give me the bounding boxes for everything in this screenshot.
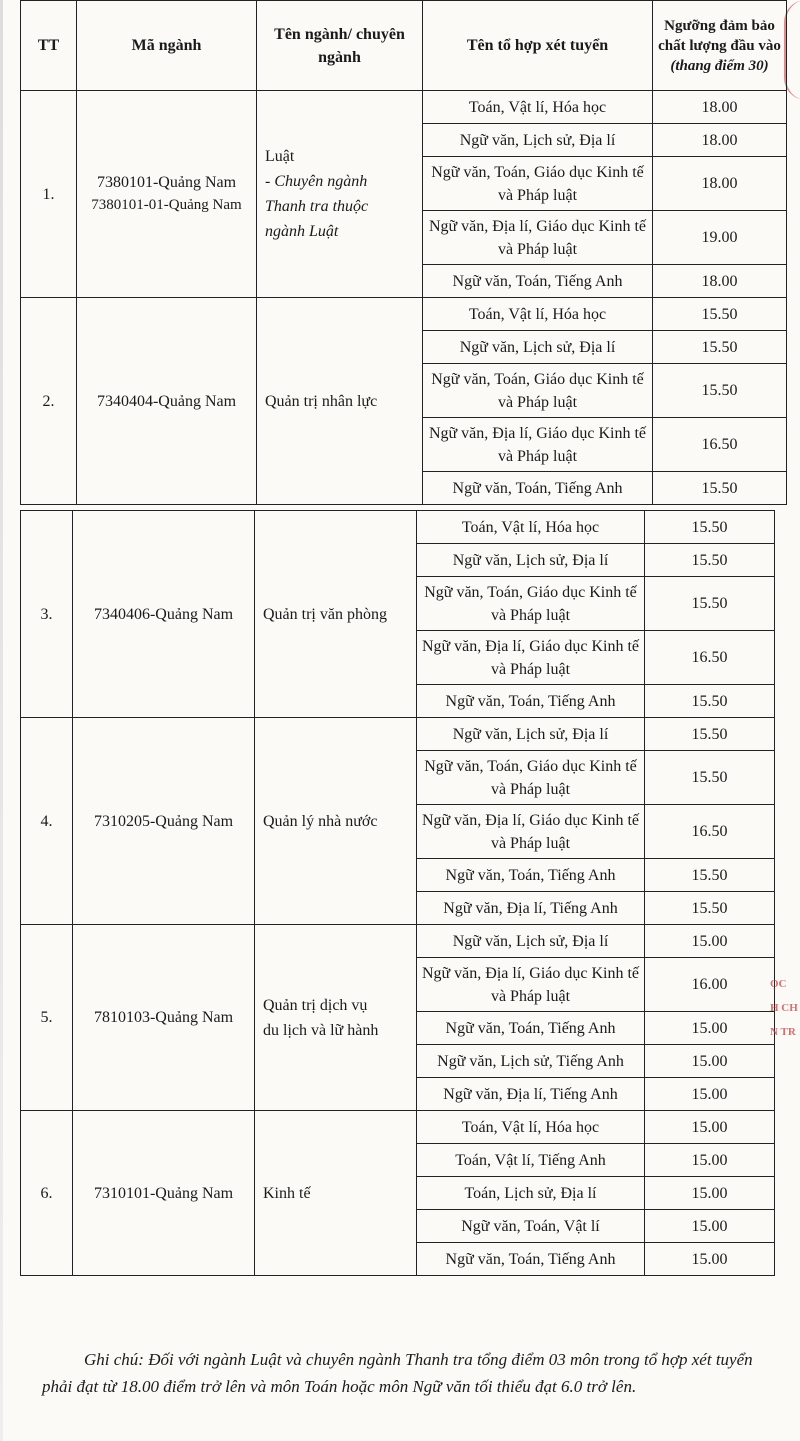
major-code-cell (77, 298, 257, 505)
threshold-score: 16.50 (645, 805, 775, 859)
header-combo: Tên tổ hợp xét tuyển (423, 1, 653, 91)
subject-combination: Ngữ văn, Toán, Tiếng Anh (417, 859, 645, 892)
page-binding-edge (0, 0, 3, 1441)
threshold-score: 18.00 (653, 265, 787, 298)
subject-combination: Ngữ văn, Lịch sử, Địa lí (423, 331, 653, 364)
seal-text-3: N TR (770, 1026, 796, 1038)
threshold-score: 16.50 (653, 418, 787, 472)
major-name-cell (255, 1111, 417, 1276)
major-code: 7340406-Quảng Nam (93, 605, 234, 623)
major-code: 7810103-Quảng Nam (93, 1009, 234, 1026)
major-name-line: du lịch và lữ hành (263, 1021, 379, 1039)
major-name-line: Quản trị dịch vụ (263, 996, 368, 1014)
table-row (21, 718, 775, 751)
header-code: Mã ngành (77, 1, 257, 91)
major-name-line: Quản lý nhà nước (263, 812, 378, 830)
subject-combination: Ngữ văn, Toán, Giáo dục Kinh tế và Pháp luật (423, 157, 653, 211)
threshold-score: 15.50 (645, 685, 775, 718)
table-header-row (21, 1, 787, 91)
threshold-score: 15.50 (645, 511, 775, 544)
threshold-score: 15.00 (645, 1012, 775, 1045)
threshold-score: 15.50 (645, 544, 775, 577)
major-name-line: ngành Luật (265, 223, 339, 240)
threshold-score: 15.50 (645, 751, 775, 805)
subject-combination: Toán, Vật lí, Tiếng Anh (417, 1144, 645, 1177)
subject-combination: Ngữ văn, Toán, Tiếng Anh (417, 1243, 645, 1276)
admission-threshold-table-part1 (20, 0, 787, 505)
subject-combination: Ngữ văn, Lịch sử, Địa lí (423, 124, 653, 157)
row-number: 1. (21, 91, 77, 298)
threshold-score: 15.50 (645, 577, 775, 631)
row-number: 6. (21, 1111, 73, 1276)
subject-combination: Ngữ văn, Lịch sử, Địa lí (417, 544, 645, 577)
subject-combination: Ngữ văn, Địa lí, Tiếng Anh (417, 1078, 645, 1111)
major-name-cell (257, 298, 423, 505)
subject-combination: Ngữ văn, Toán, Giáo dục Kinh tế và Pháp luật (423, 364, 653, 418)
subject-combination: Ngữ văn, Toán, Tiếng Anh (423, 265, 653, 298)
subject-combination: Ngữ văn, Toán, Giáo dục Kinh tế và Pháp luật (417, 751, 645, 805)
table-row (21, 925, 775, 958)
major-name-line: Luật (265, 148, 295, 165)
table-row (21, 1111, 775, 1144)
subject-combination: Ngữ văn, Lịch sử, Địa lí (417, 925, 645, 958)
threshold-score: 15.00 (645, 1243, 775, 1276)
row-number: 5. (21, 925, 73, 1111)
threshold-score: 15.50 (645, 718, 775, 751)
threshold-score: 15.50 (645, 859, 775, 892)
header-threshold (653, 1, 787, 91)
threshold-score: 18.00 (653, 91, 787, 124)
subject-combination: Ngữ văn, Địa lí, Tiếng Anh (417, 892, 645, 925)
threshold-score: 19.00 (653, 211, 787, 265)
major-name-line: Kinh tế (263, 1184, 311, 1202)
major-name-line: Quản trị văn phòng (263, 605, 387, 623)
major-code-cell (73, 925, 255, 1111)
threshold-score: 18.00 (653, 124, 787, 157)
threshold-score: 15.00 (645, 1045, 775, 1078)
major-code-cell (77, 91, 257, 298)
major-name-cell (255, 718, 417, 925)
subject-combination: Ngữ văn, Toán, Tiếng Anh (417, 685, 645, 718)
threshold-score: 18.00 (653, 157, 787, 211)
header-major: Tên ngành/ chuyên ngành (257, 1, 423, 91)
major-code: 7340404-Quảng Nam (96, 392, 237, 410)
subject-combination: Ngữ văn, Toán, Tiếng Anh (417, 1012, 645, 1045)
threshold-score: 15.00 (645, 925, 775, 958)
footnote: Ghi chú: Đối với ngành Luật và chuyên ngành Thanh tra tổng điểm 03 môn trong tổ hợp xét tuyển phải đạt từ 18.00 điểm trở lên và môn Toán hoặc môn Ngữ văn tối thiểu đạt 6.0 trở lên. (42, 1350, 753, 1396)
threshold-score: 15.00 (645, 1111, 775, 1144)
major-code: 7380101-Quảng Nam (96, 174, 237, 191)
threshold-score: 16.50 (645, 631, 775, 685)
subject-combination: Ngữ văn, Địa lí, Giáo dục Kinh tế và Pháp luật (417, 805, 645, 859)
subject-combination: Ngữ văn, Lịch sử, Tiếng Anh (417, 1045, 645, 1078)
threshold-score: 15.50 (653, 364, 787, 418)
threshold-score: 15.50 (645, 892, 775, 925)
threshold-score: 15.00 (645, 1210, 775, 1243)
row-number: 3. (21, 511, 73, 718)
subject-combination: Ngữ văn, Toán, Tiếng Anh (423, 472, 653, 505)
major-code: 7310205-Quảng Nam (93, 812, 234, 830)
major-code: 7310101-Quảng Nam (93, 1184, 234, 1202)
seal-text-1: ỌC (770, 978, 787, 990)
table-row (21, 511, 775, 544)
subject-combination: Toán, Lịch sử, Địa lí (417, 1177, 645, 1210)
major-code: 7380101-01-Quảng Nam (91, 197, 242, 213)
table-row (21, 298, 787, 331)
threshold-score: 15.50 (653, 331, 787, 364)
admission-threshold-table-part2 (20, 510, 775, 1276)
threshold-score: 15.00 (645, 1177, 775, 1210)
subject-combination: Ngữ văn, Địa lí, Giáo dục Kinh tế và Pháp luật (417, 631, 645, 685)
major-name-line: - Chuyên ngành (265, 173, 368, 190)
row-number: 2. (21, 298, 77, 505)
red-seal-fragment-side (770, 972, 800, 1122)
subject-combination: Ngữ văn, Toán, Giáo dục Kinh tế và Pháp luật (417, 577, 645, 631)
major-name-cell (255, 925, 417, 1111)
header-threshold-scale: (thang điểm 30) (670, 57, 769, 74)
major-name-cell (255, 511, 417, 718)
threshold-score: 15.50 (653, 472, 787, 505)
major-code-cell (73, 718, 255, 925)
subject-combination: Ngữ văn, Toán, Vật lí (417, 1210, 645, 1243)
subject-combination: Ngữ văn, Địa lí, Giáo dục Kinh tế và Pháp luật (423, 211, 653, 265)
major-name-line: Quản trị nhân lực (265, 392, 378, 410)
subject-combination: Ngữ văn, Lịch sử, Địa lí (417, 718, 645, 751)
subject-combination: Toán, Vật lí, Hóa học (417, 1111, 645, 1144)
subject-combination: Toán, Vật lí, Hóa học (423, 91, 653, 124)
major-code-cell (73, 1111, 255, 1276)
subject-combination: Ngữ văn, Địa lí, Giáo dục Kinh tế và Pháp luật (417, 958, 645, 1012)
header-tt: TT (21, 1, 77, 91)
seal-text-2: H CH (770, 1002, 798, 1014)
table-row (21, 91, 787, 124)
major-name-line: Thanh tra thuộc (265, 198, 369, 215)
threshold-score: 15.00 (645, 1144, 775, 1177)
threshold-score: 16.00 (645, 958, 775, 1012)
major-code-cell (73, 511, 255, 718)
subject-combination: Ngữ văn, Địa lí, Giáo dục Kinh tế và Pháp luật (423, 418, 653, 472)
threshold-score: 15.50 (653, 298, 787, 331)
subject-combination: Toán, Vật lí, Hóa học (417, 511, 645, 544)
header-threshold-label: Ngưỡng đảm bảo chất lượng đầu vào (658, 17, 781, 54)
subject-combination: Toán, Vật lí, Hóa học (423, 298, 653, 331)
major-name-cell (257, 91, 423, 298)
row-number: 4. (21, 718, 73, 925)
threshold-score: 15.00 (645, 1078, 775, 1111)
